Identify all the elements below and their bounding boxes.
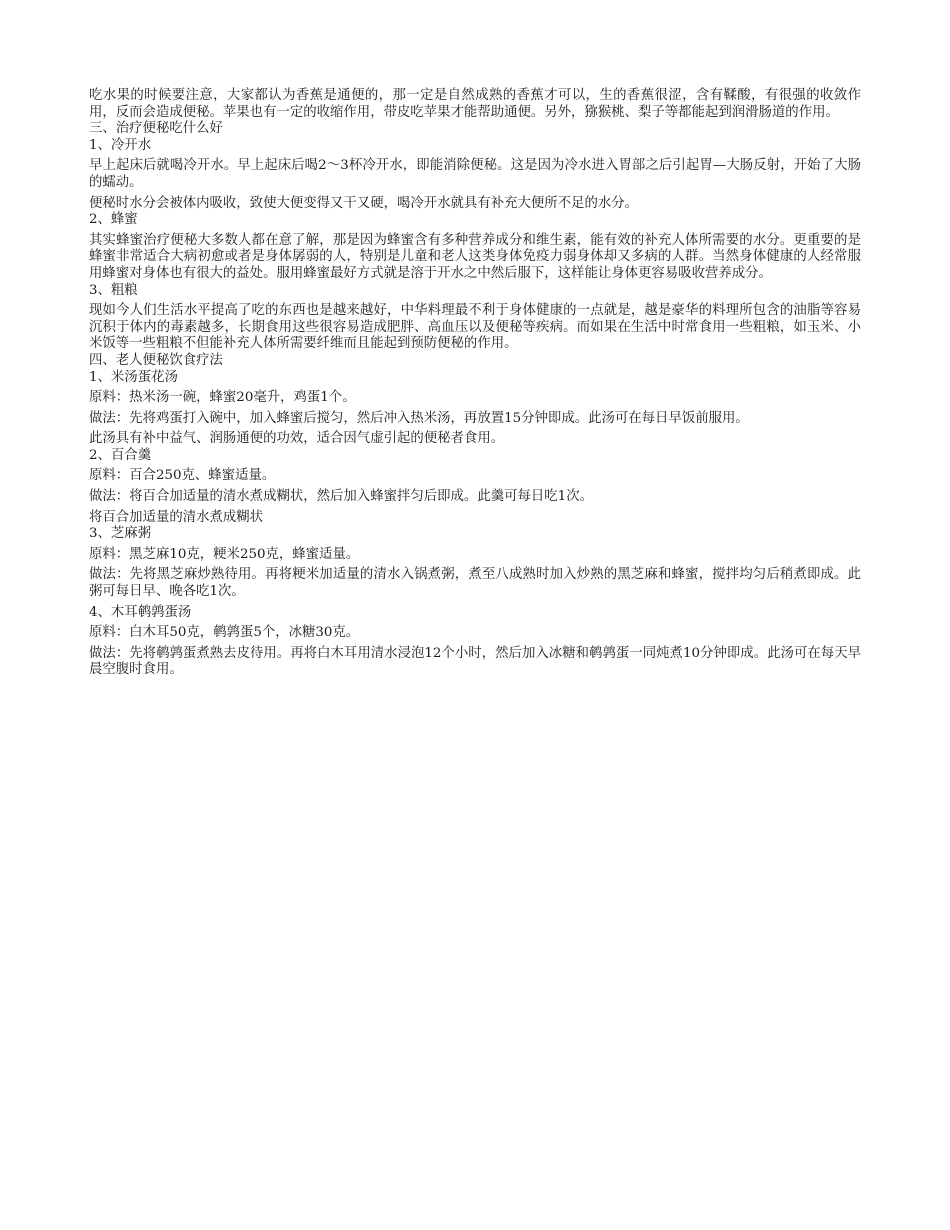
recipe-ingredients-rice-soup: 原料：热米汤一碗，蜂蜜20毫升，鸡蛋1个。 bbox=[89, 390, 356, 406]
subheading-cold-water: 1、冷开水 bbox=[89, 137, 152, 153]
paragraph-honey: 其实蜂蜜治疗便秘大多数人都在意了解，那是因为蜂蜜含有多种营养成分和维生素，能有效的补充人体所需要的水分。更重要的是蜂蜜非常适合大病初愈或者是身体孱弱的人，特别是儿童和老人这类身体免疫力弱身体却又多病的人群。当然身体健康的人经常服用蜂蜜对身体也有很大的益处。服用蜂蜜最好方式就是溶于开水之中然后服下，这样能让身体更容易吸收营养成分。 bbox=[89, 232, 861, 281]
document-body bbox=[89, 88, 861, 679]
recipe-ingredients-sesame: 原料：黑芝麻10克，粳米250克，蜂蜜适量。 bbox=[89, 546, 360, 562]
recipe-note-lily: 将百合加适量的清水煮成糊状 bbox=[89, 509, 264, 525]
recipe-method-lily: 做法：将百合加适量的清水煮成糊状，然后加入蜂蜜拌匀后即成。此羹可每日吃1次。 bbox=[89, 489, 593, 505]
section-heading-constipation-foods: 三、治疗便秘吃什么好 bbox=[89, 121, 223, 137]
recipe-method-rice-soup: 做法：先将鸡蛋打入碗中，加入蜂蜜后搅匀，然后冲入热米汤，再放置15分钟即成。此汤可在每日早饭前服用。 bbox=[89, 410, 749, 426]
subheading-sesame-porridge: 3、芝麻粥 bbox=[89, 526, 152, 542]
recipe-ingredients-lily: 原料：百合250克、蜂蜜适量。 bbox=[89, 468, 276, 484]
subheading-lily-soup: 2、百合羹 bbox=[89, 447, 152, 463]
recipe-method-sesame: 做法：先将黑芝麻炒熟待用。再将粳米加适量的清水入锅煮粥，煮至八成熟时加入炒熟的黑芝麻和蜂蜜，搅拌均匀后稍煮即成。此粥可每日早、晚各吃1次。 bbox=[89, 567, 861, 600]
subheading-coarse-grains: 3、粗粮 bbox=[89, 282, 138, 298]
paragraph-fruit-tips: 吃水果的时候要注意，大家都认为香蕉是通便的，那一定是自然成熟的香蕉才可以，生的香蕉很涩，含有鞣酸，有很强的收敛作用，反而会造成便秘。苹果也有一定的收缩作用，带皮吃苹果才能帮助通便。另外，猕猴桃、梨子等都能起到润滑肠道的作用。 bbox=[89, 88, 861, 120]
paragraph-cold-water-morning: 早上起床后就喝冷开水。早上起床后喝2～3杯冷开水，即能消除便秘。这是因为冷水进入胃部之后引起胃—大肠反射，开始了大肠的蠕动。 bbox=[89, 158, 861, 190]
section-heading-elderly-diet: 四、老人便秘饮食疗法 bbox=[89, 352, 223, 368]
paragraph-coarse-grains: 现如今人们生活水平提高了吃的东西也是越来越好，中华料理最不利于身体健康的一点就是，越是豪华的料理所包含的油脂等容易沉积于体内的毒素越多，长期食用这些很容易造成肥胖、高血压以及便秘等疾病。而如果在生活中时常食用一些粗粮，如玉米、小米饭等一些粗粮不但能补充人体所需要纤维而且能起到预防便秘的作用。 bbox=[89, 303, 861, 352]
subheading-rice-soup-egg: 1、米汤蛋花汤 bbox=[89, 369, 178, 385]
paragraph-cold-water-moisture: 便秘时水分会被体内吸收，致使大便变得又干又硬，喝冷开水就具有补充大便所不足的水分。 bbox=[89, 195, 639, 211]
subheading-honey: 2、蜂蜜 bbox=[89, 212, 138, 228]
subheading-fungus-quail-egg-soup: 4、木耳鹌鹑蛋汤 bbox=[89, 604, 192, 620]
recipe-ingredients-fungus: 原料：白木耳50克，鹌鹑蛋5个，冰糖30克。 bbox=[89, 625, 360, 641]
recipe-method-fungus: 做法：先将鹌鹑蛋煮熟去皮待用。再将白木耳用清水浸泡12个小时，然后加入冰糖和鹌鹑蛋一同炖煮10分钟即成。此汤可在每天早晨空腹时食用。 bbox=[89, 645, 861, 678]
recipe-note-rice-soup: 此汤具有补中益气、润肠通便的功效，适合因气虚引起的便秘者食用。 bbox=[89, 431, 505, 447]
